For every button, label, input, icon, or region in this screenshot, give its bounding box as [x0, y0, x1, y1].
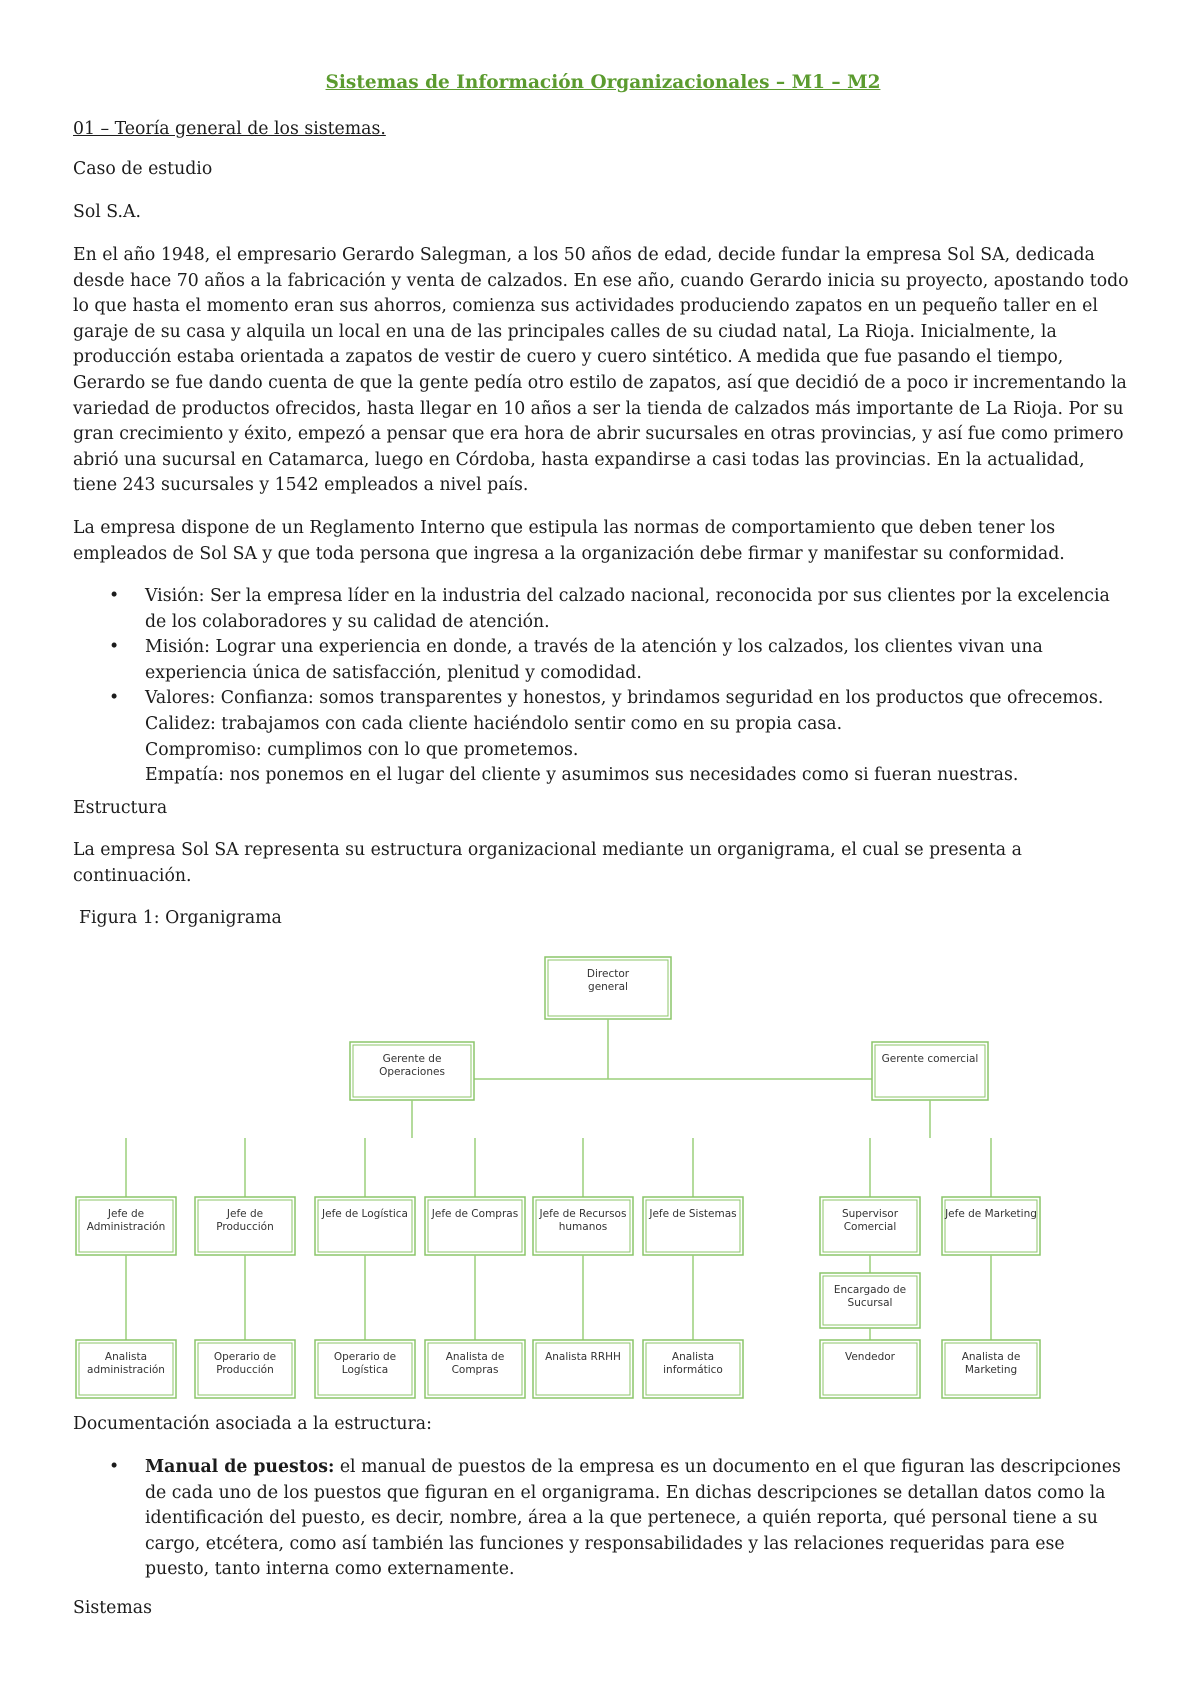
- org-box-analista-7: [942, 1340, 1040, 1398]
- org-box-analista-5-label: Analista: [671, 1351, 715, 1363]
- bullet-glyph: •: [109, 688, 120, 709]
- org-box-analista-0-label: Analista: [104, 1351, 148, 1363]
- org-box-analista-1-label: Producción: [216, 1364, 274, 1376]
- bullet-glyph: •: [109, 1457, 120, 1477]
- org-box-gerente-operaciones: [350, 1042, 474, 1100]
- org-box-jefe-1-label: Jefe de: [226, 1208, 264, 1220]
- org-box-analista-2-label: Logística: [341, 1364, 389, 1376]
- org-box-jefe-0-label: Administración: [86, 1221, 166, 1233]
- org-box-analista-4: [533, 1340, 633, 1398]
- org-box-analista-6: [820, 1340, 920, 1398]
- org-box-jefe-6-label: Supervisor: [841, 1208, 899, 1220]
- estructura-heading: Estructura: [73, 798, 168, 818]
- org-box-jefe-2-label: Jefe de Logística: [322, 1208, 408, 1220]
- org-box-gerente-comercial: [872, 1042, 988, 1100]
- document-title: Sistemas de Información Organizacionales – M1 – M2: [325, 72, 881, 93]
- org-box-director-general-label: Director: [586, 968, 630, 980]
- calidez-text: Calidez: trabajamos con cada cliente haciéndolo sentir como en su propia casa.: [145, 713, 843, 734]
- bullet-glyph: •: [109, 586, 120, 606]
- sistemas-heading: Sistemas: [73, 1598, 152, 1618]
- org-box-analista-3: [425, 1340, 525, 1398]
- org-box-jefe-0-label: Jefe de: [107, 1208, 145, 1220]
- org-box-analista-5-label: informático: [663, 1364, 723, 1376]
- section-heading: 01 – Teoría general de los sistemas.: [73, 119, 386, 139]
- org-box-jefe-4-label: Jefe de Recursos: [539, 1208, 627, 1220]
- org-box-jefe-4: [533, 1197, 633, 1255]
- manual-label: Manual de puestos:: [145, 1457, 335, 1477]
- org-box-encargado-sucursal-label: Sucursal: [847, 1297, 893, 1309]
- mision-text: Misión: Lograr una experiencia en donde, a través de la atención y los calzados, los clientes vivan una experiencia única de satisfacción, plenitud y comodidad.: [145, 637, 1043, 683]
- documentacion-heading: Documentación asociada a la estructura:: [73, 1414, 432, 1434]
- org-box-director-general: [545, 957, 671, 1019]
- org-box-jefe-7: [942, 1197, 1040, 1255]
- valores-text: Valores: Confianza: somos transparentes y honestos, y brindamos seguridad en los productos que ofrecemos.: [145, 688, 1104, 709]
- org-box-encargado-sucursal: [820, 1273, 920, 1328]
- org-box-jefe-6: [820, 1197, 920, 1255]
- intro-paragraph: En el año 1948, el empresario Gerardo Salegman, a los 50 años de edad, decide fundar la empresa Sol SA, dedicada desde hace 70 años a la fabricación y venta de calzados. En ese año, cuando Gerardo inicia su proyecto, apostando todo lo que hasta el momento eran sus ahorros, comienza sus actividades produciendo zapatos en un pequeño taller en el garaje de su casa y alquila un local en una de las principales calles de su ciudad natal, La Rioja. Inicialmente, la producción estaba orientada a zapatos de vestir de cuero y cuero sintético. A medida que fue pasando el tiempo, Gerardo se fue dando cuenta de que la gente pedía otro estilo de zapatos, así que decidió de a poco ir incrementando la variedad de productos ofrecidos, hasta llegar en 10 años a ser la tienda de calzados más importante de La Rioja. Por su gran crecimiento y éxito, empezó a pensar que era hora de abrir sucursales en otras provincias, y así fue como primero abrió una sucursal en Catamarca, luego en Córdoba, hasta expandirse a casi todas las provincias. En la actualidad, tiene 243 sucursales y 1542 empleados a nivel país.: [73, 245, 1129, 496]
- manual-text: el manual de puestos de la empresa es un documento en el que figuran las descripciones de cada uno de los puestos que figuran en el organigrama. En dichas descripciones se detallan datos como la identificación del puesto, es decir, nombre, área a la que pertenece, a quién reporta, qué personal tiene a su cargo, etcétera, como así también las funciones y responsabilidades y las relaciones requeridas para ese puesto, tanto interna como externamente.: [145, 1457, 1121, 1580]
- org-box-analista-5: [643, 1340, 743, 1398]
- company-name: Sol S.A.: [73, 202, 141, 222]
- org-box-director-general-label: general: [588, 981, 628, 993]
- org-box-jefe-2: [315, 1197, 415, 1255]
- org-box-analista-3-label: Compras: [451, 1364, 499, 1376]
- bullet-glyph: •: [109, 637, 120, 658]
- org-box-analista-2-label: Operario de: [333, 1351, 397, 1363]
- reglamento-paragraph: La empresa dispone de un Reglamento Interno que estipula las normas de comportamiento que deben tener los empleados de Sol SA y que toda persona que ingresa a la organización debe firmar y manifestar su conformidad.: [73, 518, 1065, 564]
- compromiso-text: Compromiso: cumplimos con lo que prometemos.: [145, 739, 579, 760]
- org-box-jefe-5-label: Jefe de Sistemas: [649, 1208, 737, 1220]
- org-box-analista-1: [195, 1340, 295, 1398]
- org-box-encargado-sucursal-label: Encargado de: [833, 1284, 907, 1296]
- figure-caption: Figura 1: Organigrama: [79, 908, 282, 928]
- org-box-analista-4-label: Analista RRHH: [545, 1351, 621, 1363]
- org-box-jefe-0: [76, 1197, 176, 1255]
- org-box-jefe-3-label: Jefe de Compras: [431, 1208, 519, 1220]
- org-box-analista-0-label: administración: [87, 1364, 165, 1376]
- empatia-text: Empatía: nos ponemos en el lugar del cliente y asumimos sus necesidades como si fueran nuestras.: [145, 765, 1019, 786]
- list-item-manual: [73, 1455, 1133, 1583]
- org-box-jefe-1: [195, 1197, 295, 1255]
- estructura-paragraph: La empresa Sol SA representa su estructura organizacional mediante un organigrama, el cual se presenta a continuación.: [73, 840, 1022, 886]
- org-box-analista-0: [76, 1340, 176, 1398]
- org-box-jefe-1-label: Producción: [216, 1221, 274, 1233]
- org-box-gerente-operaciones-label: Operaciones: [379, 1066, 445, 1078]
- org-box-jefe-7-label: Jefe de Marketing: [945, 1208, 1037, 1220]
- org-box-jefe-3: [425, 1197, 525, 1255]
- org-box-analista-7-label: Analista de: [961, 1351, 1021, 1363]
- org-box-analista-6-label: Vendedor: [844, 1351, 896, 1363]
- vision-text: Visión: Ser la empresa líder en la industria del calzado nacional, reconocida por sus clientes por la excelencia de los colaboradores y su calidad de atención.: [145, 586, 1110, 632]
- org-box-analista-3-label: Analista de: [445, 1351, 505, 1363]
- org-box-analista-1-label: Operario de: [213, 1351, 277, 1363]
- org-box-jefe-6-label: Comercial: [843, 1221, 897, 1233]
- org-box-analista-2: [315, 1340, 415, 1398]
- org-box-gerente-operaciones-label: Gerente de: [382, 1053, 442, 1065]
- org-box-gerente-comercial-label: Gerente comercial: [881, 1053, 979, 1065]
- org-box-jefe-4-label: humanos: [558, 1221, 608, 1233]
- org-box-analista-7-label: Marketing: [964, 1364, 1018, 1376]
- case-study-label: Caso de estudio: [73, 159, 213, 179]
- documentation-list: [73, 1455, 1133, 1583]
- org-box-jefe-5: [643, 1197, 743, 1255]
